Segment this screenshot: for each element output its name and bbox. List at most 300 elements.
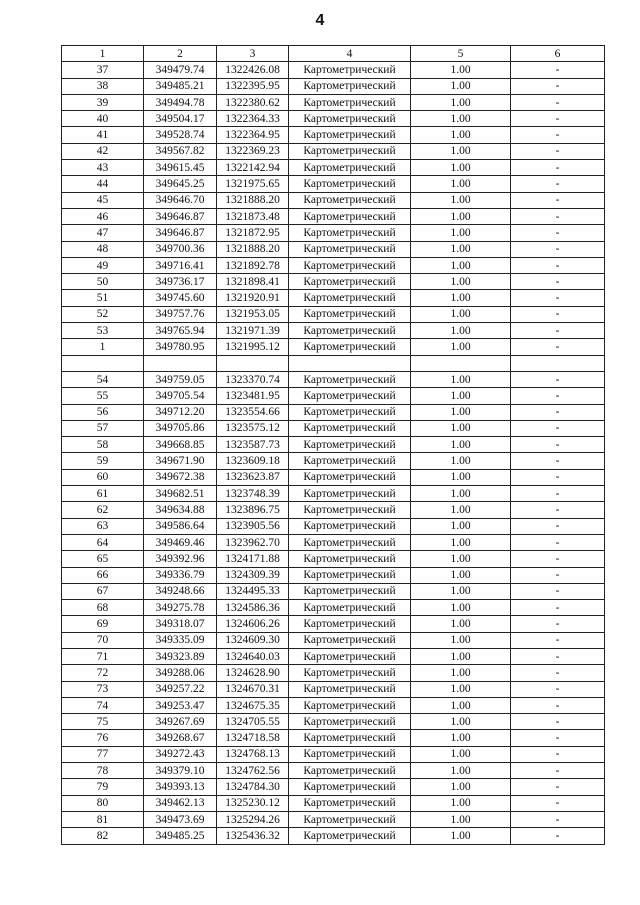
y-coordinate-cell: 1321892.78	[217, 257, 289, 273]
note-cell: -	[511, 469, 605, 485]
table-row	[62, 404, 605, 420]
note-cell: -	[511, 143, 605, 159]
method-cell: Картометрический	[289, 453, 411, 469]
accuracy-cell: 1.00	[411, 616, 511, 632]
y-coordinate-cell: 1322364.95	[217, 127, 289, 143]
point-number-cell: 74	[62, 697, 144, 713]
y-coordinate-cell: 1324768.13	[217, 746, 289, 762]
method-cell: Картометрический	[289, 811, 411, 827]
table-row	[62, 192, 605, 208]
method-cell: Картометрический	[289, 779, 411, 795]
note-cell: -	[511, 208, 605, 224]
note-cell: -	[511, 78, 605, 94]
table-row	[62, 355, 605, 371]
y-coordinate-cell: 1323609.18	[217, 453, 289, 469]
y-coordinate-cell	[217, 355, 289, 371]
method-cell: Картометрический	[289, 160, 411, 176]
y-coordinate-cell: 1324609.30	[217, 632, 289, 648]
accuracy-cell: 1.00	[411, 437, 511, 453]
x-coordinate-cell: 349494.78	[144, 94, 217, 110]
table-row	[62, 486, 605, 502]
note-cell: -	[511, 323, 605, 339]
table-row	[62, 811, 605, 827]
y-coordinate-cell: 1324586.36	[217, 600, 289, 616]
y-coordinate-cell: 1324718.58	[217, 730, 289, 746]
table-row	[62, 779, 605, 795]
note-cell: -	[511, 828, 605, 844]
method-cell: Картометрический	[289, 746, 411, 762]
method-cell: Картометрический	[289, 323, 411, 339]
table-row	[62, 730, 605, 746]
accuracy-cell: 1.00	[411, 62, 511, 78]
header-cell-6: 6	[511, 46, 605, 62]
point-number-cell: 37	[62, 62, 144, 78]
point-number-cell: 43	[62, 160, 144, 176]
point-number-cell: 82	[62, 828, 144, 844]
accuracy-cell: 1.00	[411, 730, 511, 746]
method-cell: Картометрический	[289, 648, 411, 664]
point-number-cell: 45	[62, 192, 144, 208]
accuracy-cell: 1.00	[411, 388, 511, 404]
y-coordinate-cell: 1321995.12	[217, 339, 289, 355]
y-coordinate-cell: 1322142.94	[217, 160, 289, 176]
x-coordinate-cell: 349336.79	[144, 567, 217, 583]
point-number-cell: 63	[62, 518, 144, 534]
table-row	[62, 453, 605, 469]
y-coordinate-cell: 1322369.23	[217, 143, 289, 159]
method-cell: Картометрический	[289, 681, 411, 697]
x-coordinate-cell: 349705.54	[144, 388, 217, 404]
x-coordinate-cell: 349248.66	[144, 583, 217, 599]
accuracy-cell: 1.00	[411, 176, 511, 192]
method-cell: Картометрический	[289, 420, 411, 436]
method-cell: Картометрический	[289, 62, 411, 78]
y-coordinate-cell: 1324309.39	[217, 567, 289, 583]
y-coordinate-cell: 1325294.26	[217, 811, 289, 827]
table-row	[62, 420, 605, 436]
note-cell: -	[511, 306, 605, 322]
point-number-cell: 47	[62, 225, 144, 241]
point-number-cell: 77	[62, 746, 144, 762]
point-number-cell: 73	[62, 681, 144, 697]
point-number-cell: 55	[62, 388, 144, 404]
x-coordinate-cell: 349479.74	[144, 62, 217, 78]
point-number-cell: 51	[62, 290, 144, 306]
note-cell: -	[511, 763, 605, 779]
coordinates-table	[61, 45, 605, 845]
x-coordinate-cell: 349780.95	[144, 339, 217, 355]
x-coordinate-cell: 349646.87	[144, 208, 217, 224]
point-number-cell: 41	[62, 127, 144, 143]
y-coordinate-cell: 1322395.95	[217, 78, 289, 94]
accuracy-cell: 1.00	[411, 648, 511, 664]
x-coordinate-cell: 349700.36	[144, 241, 217, 257]
x-coordinate-cell: 349335.09	[144, 632, 217, 648]
y-coordinate-cell: 1321920.91	[217, 290, 289, 306]
point-number-cell: 62	[62, 502, 144, 518]
x-coordinate-cell: 349615.45	[144, 160, 217, 176]
y-coordinate-cell: 1323896.75	[217, 502, 289, 518]
accuracy-cell	[411, 355, 511, 371]
method-cell: Картометрический	[289, 208, 411, 224]
table-row	[62, 518, 605, 534]
point-number-cell: 60	[62, 469, 144, 485]
y-coordinate-cell: 1321898.41	[217, 274, 289, 290]
accuracy-cell: 1.00	[411, 518, 511, 534]
x-coordinate-cell: 349716.41	[144, 257, 217, 273]
point-number-cell: 71	[62, 648, 144, 664]
point-number-cell: 78	[62, 763, 144, 779]
table-row	[62, 241, 605, 257]
point-number-cell: 75	[62, 714, 144, 730]
table-row	[62, 160, 605, 176]
accuracy-cell: 1.00	[411, 111, 511, 127]
y-coordinate-cell: 1321872.95	[217, 225, 289, 241]
x-coordinate-cell: 349757.76	[144, 306, 217, 322]
x-coordinate-cell: 349253.47	[144, 697, 217, 713]
note-cell: -	[511, 160, 605, 176]
point-number-cell: 79	[62, 779, 144, 795]
table-row	[62, 437, 605, 453]
note-cell: -	[511, 486, 605, 502]
accuracy-cell: 1.00	[411, 339, 511, 355]
y-coordinate-cell: 1321971.39	[217, 323, 289, 339]
note-cell: -	[511, 111, 605, 127]
accuracy-cell: 1.00	[411, 632, 511, 648]
y-coordinate-cell: 1324675.35	[217, 697, 289, 713]
note-cell: -	[511, 811, 605, 827]
table-row	[62, 828, 605, 844]
y-coordinate-cell: 1324628.90	[217, 665, 289, 681]
accuracy-cell: 1.00	[411, 160, 511, 176]
accuracy-cell: 1.00	[411, 697, 511, 713]
accuracy-cell: 1.00	[411, 551, 511, 567]
x-coordinate-cell: 349646.87	[144, 225, 217, 241]
accuracy-cell: 1.00	[411, 714, 511, 730]
x-coordinate-cell: 349682.51	[144, 486, 217, 502]
x-coordinate-cell: 349268.67	[144, 730, 217, 746]
note-cell: -	[511, 648, 605, 664]
note-cell: -	[511, 62, 605, 78]
y-coordinate-cell: 1323748.39	[217, 486, 289, 502]
accuracy-cell: 1.00	[411, 600, 511, 616]
method-cell: Картометрический	[289, 828, 411, 844]
note-cell: -	[511, 502, 605, 518]
point-number-cell: 53	[62, 323, 144, 339]
point-number-cell: 46	[62, 208, 144, 224]
table-row	[62, 665, 605, 681]
note-cell: -	[511, 795, 605, 811]
point-number-cell: 42	[62, 143, 144, 159]
table-row	[62, 208, 605, 224]
y-coordinate-cell: 1324784.30	[217, 779, 289, 795]
table-header-row	[62, 46, 605, 62]
point-number-cell: 44	[62, 176, 144, 192]
table-row	[62, 94, 605, 110]
note-cell: -	[511, 404, 605, 420]
method-cell: Картометрический	[289, 371, 411, 387]
table-row	[62, 567, 605, 583]
note-cell: -	[511, 127, 605, 143]
x-coordinate-cell: 349393.13	[144, 779, 217, 795]
y-coordinate-cell: 1324606.26	[217, 616, 289, 632]
table-row	[62, 306, 605, 322]
method-cell: Картометрический	[289, 697, 411, 713]
accuracy-cell: 1.00	[411, 257, 511, 273]
accuracy-cell: 1.00	[411, 290, 511, 306]
method-cell: Картометрический	[289, 339, 411, 355]
header-cell-4: 4	[289, 46, 411, 62]
table-row	[62, 62, 605, 78]
point-number-cell: 57	[62, 420, 144, 436]
table-row	[62, 632, 605, 648]
accuracy-cell: 1.00	[411, 306, 511, 322]
accuracy-cell: 1.00	[411, 94, 511, 110]
table-row	[62, 127, 605, 143]
note-cell: -	[511, 192, 605, 208]
table-row	[62, 290, 605, 306]
y-coordinate-cell: 1321975.65	[217, 176, 289, 192]
header-cell-3: 3	[217, 46, 289, 62]
x-coordinate-cell: 349668.85	[144, 437, 217, 453]
y-coordinate-cell: 1324705.55	[217, 714, 289, 730]
table-row	[62, 648, 605, 664]
method-cell: Картометрический	[289, 127, 411, 143]
y-coordinate-cell: 1321953.05	[217, 306, 289, 322]
accuracy-cell: 1.00	[411, 583, 511, 599]
point-number-cell: 56	[62, 404, 144, 420]
note-cell: -	[511, 437, 605, 453]
point-number-cell: 52	[62, 306, 144, 322]
note-cell: -	[511, 697, 605, 713]
method-cell: Картометрический	[289, 469, 411, 485]
accuracy-cell: 1.00	[411, 567, 511, 583]
x-coordinate-cell: 349745.60	[144, 290, 217, 306]
x-coordinate-cell: 349567.82	[144, 143, 217, 159]
point-number-cell: 39	[62, 94, 144, 110]
table-row	[62, 616, 605, 632]
accuracy-cell: 1.00	[411, 127, 511, 143]
y-coordinate-cell: 1325436.32	[217, 828, 289, 844]
point-number-cell: 50	[62, 274, 144, 290]
x-coordinate-cell: 349318.07	[144, 616, 217, 632]
y-coordinate-cell: 1324640.03	[217, 648, 289, 664]
method-cell: Картометрический	[289, 518, 411, 534]
method-cell: Картометрический	[289, 437, 411, 453]
method-cell: Картометрический	[289, 404, 411, 420]
accuracy-cell: 1.00	[411, 78, 511, 94]
point-number-cell: 58	[62, 437, 144, 453]
accuracy-cell: 1.00	[411, 453, 511, 469]
note-cell: -	[511, 339, 605, 355]
method-cell: Картометрический	[289, 176, 411, 192]
accuracy-cell: 1.00	[411, 502, 511, 518]
x-coordinate-cell: 349485.25	[144, 828, 217, 844]
note-cell: -	[511, 257, 605, 273]
method-cell: Картометрический	[289, 274, 411, 290]
y-coordinate-cell: 1323623.87	[217, 469, 289, 485]
method-cell: Картометрический	[289, 795, 411, 811]
x-coordinate-cell: 349705.86	[144, 420, 217, 436]
point-number-cell: 81	[62, 811, 144, 827]
y-coordinate-cell: 1323481.95	[217, 388, 289, 404]
accuracy-cell: 1.00	[411, 192, 511, 208]
y-coordinate-cell: 1324171.88	[217, 551, 289, 567]
y-coordinate-cell: 1324495.33	[217, 583, 289, 599]
method-cell: Картометрический	[289, 502, 411, 518]
x-coordinate-cell: 349379.10	[144, 763, 217, 779]
note-cell: -	[511, 241, 605, 257]
header-cell-2: 2	[144, 46, 217, 62]
header-cell-1: 1	[62, 46, 144, 62]
method-cell: Картометрический	[289, 714, 411, 730]
y-coordinate-cell: 1324670.31	[217, 681, 289, 697]
accuracy-cell: 1.00	[411, 420, 511, 436]
page-number: 4	[315, 12, 325, 29]
point-number-cell: 64	[62, 534, 144, 550]
y-coordinate-cell: 1323905.56	[217, 518, 289, 534]
point-number-cell: 67	[62, 583, 144, 599]
x-coordinate-cell: 349645.25	[144, 176, 217, 192]
table-body	[62, 62, 605, 844]
x-coordinate-cell: 349634.88	[144, 502, 217, 518]
note-cell: -	[511, 665, 605, 681]
method-cell: Картометрический	[289, 632, 411, 648]
table-row	[62, 600, 605, 616]
x-coordinate-cell: 349257.22	[144, 681, 217, 697]
y-coordinate-cell: 1323554.66	[217, 404, 289, 420]
method-cell: Картометрический	[289, 241, 411, 257]
table-row	[62, 388, 605, 404]
note-cell: -	[511, 371, 605, 387]
note-cell	[511, 355, 605, 371]
accuracy-cell: 1.00	[411, 323, 511, 339]
table-row	[62, 534, 605, 550]
y-coordinate-cell: 1323587.73	[217, 437, 289, 453]
note-cell: -	[511, 746, 605, 762]
note-cell: -	[511, 274, 605, 290]
accuracy-cell: 1.00	[411, 225, 511, 241]
y-coordinate-cell: 1323370.74	[217, 371, 289, 387]
note-cell: -	[511, 453, 605, 469]
point-number-cell: 65	[62, 551, 144, 567]
table-row	[62, 763, 605, 779]
accuracy-cell: 1.00	[411, 828, 511, 844]
method-cell: Картометрический	[289, 583, 411, 599]
method-cell: Картометрический	[289, 78, 411, 94]
point-number-cell: 1	[62, 339, 144, 355]
y-coordinate-cell: 1324762.56	[217, 763, 289, 779]
x-coordinate-cell: 349504.17	[144, 111, 217, 127]
table-row	[62, 714, 605, 730]
table-row	[62, 746, 605, 762]
accuracy-cell: 1.00	[411, 763, 511, 779]
accuracy-cell: 1.00	[411, 665, 511, 681]
x-coordinate-cell: 349275.78	[144, 600, 217, 616]
accuracy-cell: 1.00	[411, 208, 511, 224]
note-cell: -	[511, 388, 605, 404]
method-cell: Картометрический	[289, 306, 411, 322]
method-cell: Картометрический	[289, 111, 411, 127]
x-coordinate-cell: 349469.46	[144, 534, 217, 550]
note-cell: -	[511, 779, 605, 795]
note-cell: -	[511, 632, 605, 648]
table-row	[62, 111, 605, 127]
table-row	[62, 502, 605, 518]
method-cell: Картометрический	[289, 143, 411, 159]
point-number-cell: 38	[62, 78, 144, 94]
method-cell: Картометрический	[289, 616, 411, 632]
y-coordinate-cell: 1323575.12	[217, 420, 289, 436]
method-cell: Картометрический	[289, 94, 411, 110]
table-row	[62, 274, 605, 290]
note-cell: -	[511, 600, 605, 616]
note-cell: -	[511, 176, 605, 192]
table-row	[62, 257, 605, 273]
point-number-cell: 70	[62, 632, 144, 648]
x-coordinate-cell: 349759.05	[144, 371, 217, 387]
accuracy-cell: 1.00	[411, 241, 511, 257]
x-coordinate-cell: 349765.94	[144, 323, 217, 339]
point-number-cell: 68	[62, 600, 144, 616]
point-number-cell: 69	[62, 616, 144, 632]
y-coordinate-cell: 1322364.33	[217, 111, 289, 127]
note-cell: -	[511, 681, 605, 697]
note-cell: -	[511, 551, 605, 567]
accuracy-cell: 1.00	[411, 795, 511, 811]
table-row	[62, 795, 605, 811]
note-cell: -	[511, 290, 605, 306]
method-cell: Картометрический	[289, 600, 411, 616]
point-number-cell: 80	[62, 795, 144, 811]
table-row	[62, 225, 605, 241]
x-coordinate-cell: 349528.74	[144, 127, 217, 143]
method-cell: Картометрический	[289, 551, 411, 567]
table-row	[62, 78, 605, 94]
point-number-cell: 76	[62, 730, 144, 746]
accuracy-cell: 1.00	[411, 486, 511, 502]
note-cell: -	[511, 94, 605, 110]
x-coordinate-cell: 349462.13	[144, 795, 217, 811]
method-cell: Картометрический	[289, 225, 411, 241]
y-coordinate-cell: 1321873.48	[217, 208, 289, 224]
accuracy-cell: 1.00	[411, 779, 511, 795]
x-coordinate-cell: 349267.69	[144, 714, 217, 730]
method-cell: Картометрический	[289, 665, 411, 681]
point-number-cell: 49	[62, 257, 144, 273]
accuracy-cell: 1.00	[411, 534, 511, 550]
x-coordinate-cell: 349485.21	[144, 78, 217, 94]
method-cell: Картометрический	[289, 486, 411, 502]
table-row	[62, 371, 605, 387]
note-cell: -	[511, 583, 605, 599]
x-coordinate-cell: 349473.69	[144, 811, 217, 827]
y-coordinate-cell: 1321888.20	[217, 241, 289, 257]
point-number-cell: 72	[62, 665, 144, 681]
table-row	[62, 339, 605, 355]
method-cell: Картометрический	[289, 730, 411, 746]
point-number-cell: 54	[62, 371, 144, 387]
table-row	[62, 551, 605, 567]
note-cell: -	[511, 534, 605, 550]
x-coordinate-cell: 349646.70	[144, 192, 217, 208]
x-coordinate-cell: 349288.06	[144, 665, 217, 681]
note-cell: -	[511, 616, 605, 632]
accuracy-cell: 1.00	[411, 274, 511, 290]
method-cell: Картометрический	[289, 388, 411, 404]
note-cell: -	[511, 730, 605, 746]
x-coordinate-cell: 349672.38	[144, 469, 217, 485]
